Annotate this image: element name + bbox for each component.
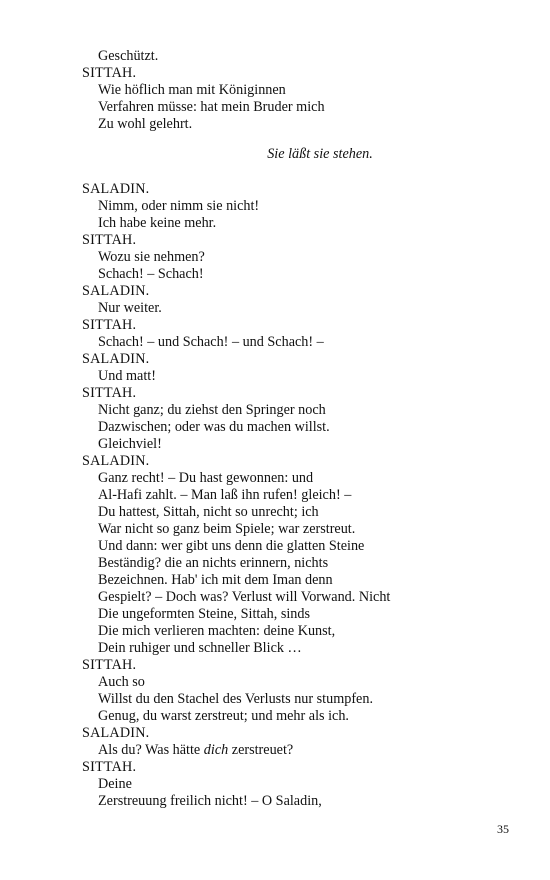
- verse-line: Ganz recht! – Du hast gewonnen: und: [98, 470, 314, 486]
- verse-line: Geschützt.: [98, 48, 159, 64]
- verse-line: Beständig? die an nichts erinnern, nichts: [98, 555, 329, 571]
- verse-line: Bezeichnen. Hab' ich mit dem Iman denn: [98, 572, 333, 588]
- speaker-name: SITTAH.: [82, 65, 137, 81]
- verse-line: Zerstreuung freilich nicht! – O Saladin,: [98, 793, 322, 809]
- verse-line: Ich habe keine mehr.: [98, 215, 217, 231]
- speaker-name: SITTAH.: [82, 657, 137, 673]
- verse-line: Wie höflich man mit Königinnen: [98, 82, 286, 98]
- verse-line: Nur weiter.: [98, 300, 162, 316]
- verse-line: Gleichviel!: [98, 436, 162, 452]
- verse-text: zerstreuet?: [228, 742, 294, 758]
- verse-line: Dein ruhiger und schneller Blick …: [98, 640, 302, 656]
- verse-text: Als du? Was hätte: [98, 742, 204, 758]
- verse-line: Nicht ganz; du ziehst den Springer noch: [98, 402, 326, 418]
- verse-line: Gespielt? – Doch was? Verlust will Vorwand. Nicht: [98, 589, 391, 605]
- page-text: [82, 48, 522, 810]
- verse-line: Verfahren müsse: hat mein Bruder mich: [98, 99, 325, 115]
- speaker-name: SALADIN.: [82, 725, 150, 741]
- stage-direction: Sie läßt sie stehen.: [267, 146, 373, 162]
- speaker-name: SITTAH.: [82, 385, 137, 401]
- verse-line: Deine: [98, 776, 132, 792]
- verse-line: Willst du den Stachel des Verlusts nur stumpfen.: [98, 691, 373, 707]
- speaker-name: SALADIN.: [82, 453, 150, 469]
- verse-line: Und matt!: [98, 368, 156, 384]
- verse-line: Auch so: [98, 674, 145, 690]
- speaker-name: SALADIN.: [82, 283, 150, 299]
- speaker-name: SITTAH.: [82, 759, 137, 775]
- verse-line: Al-Hafi zahlt. – Man laß ihn rufen! gleich! –: [98, 487, 352, 503]
- verse-line: Die mich verlieren machten: deine Kunst,: [98, 623, 336, 639]
- verse-line: Zu wohl gelehrt.: [98, 116, 193, 132]
- speaker-name: SALADIN.: [82, 351, 150, 367]
- verse-line: Schach! – Schach!: [98, 266, 204, 282]
- speaker-name: SITTAH.: [82, 317, 137, 333]
- verse-line: War nicht so ganz beim Spiele; war zerstreut.: [98, 521, 356, 537]
- verse-line: Schach! – und Schach! – und Schach! –: [98, 334, 324, 350]
- speaker-name: SITTAH.: [82, 232, 137, 248]
- verse-line: Du hattest, Sittah, nicht so unrecht; ich: [98, 504, 319, 520]
- verse-line: Und dann: wer gibt uns denn die glatten Steine: [98, 538, 365, 554]
- page-number: 35: [497, 822, 509, 836]
- verse-line: Die ungeformten Steine, Sittah, sinds: [98, 606, 310, 622]
- verse-line: Nimm, oder nimm sie nicht!: [98, 198, 260, 214]
- verse-line: Dazwischen; oder was du machen willst.: [98, 419, 330, 435]
- emphasized-word: dich: [203, 742, 229, 758]
- verse-line: Wozu sie nehmen?: [98, 249, 205, 265]
- verse-line: Genug, du warst zerstreut; und mehr als ich.: [98, 708, 349, 724]
- verse-line: [82, 742, 522, 759]
- speaker-name: SALADIN.: [82, 181, 150, 197]
